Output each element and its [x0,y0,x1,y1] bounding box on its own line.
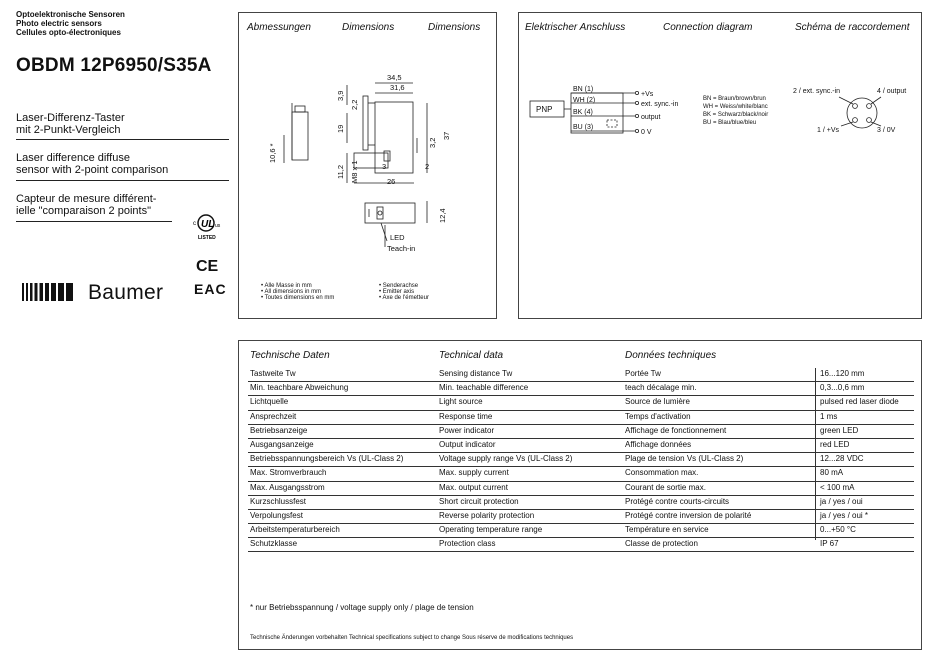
divider [16,180,229,181]
dim-2-2: 2,2 [350,99,359,110]
desc-fr-line-2: ielle "comparaison 2 points" [16,205,151,217]
pnp-label: PNP [536,105,553,114]
legend-bn: BN = Braun/brown/brun [703,96,766,102]
dimensions-title-de: Abmessungen [247,22,311,33]
dim-10-6: 10,6 * [268,143,277,163]
notes-right [379,283,429,301]
dim-11-2: 11,2 [336,164,345,179]
cell-value: ja / yes / oui [820,496,863,506]
cell-value: red LED [820,439,850,449]
cell-value: 12...28 VDC [820,454,864,464]
cell-value: < 100 mA [820,482,855,492]
connection-title-en: Connection diagram [663,22,753,33]
cell-de: Betriebsanzeige [250,425,308,435]
dim-3-9: 3,9 [336,90,345,101]
cell-en: Response time [439,411,493,421]
signal-sync: ext. sync.-in [641,101,679,108]
pin-1: 1 / +Vs [817,127,839,134]
connection-title-fr: Schéma de raccordement [795,22,910,33]
cell-fr: Protégé contre inversion de polarité [625,510,752,520]
note-right-3: • Axe de l'émetteur [379,295,429,301]
cell-de: Betriebsspannungsbereich Vs (UL-Class 2) [250,454,404,464]
cell-value: pulsed red laser diode [820,397,899,407]
ul-c: c [193,221,196,227]
description-de [16,112,125,136]
dim-m8: M8 x 1 [350,160,359,183]
teach-in-label: Teach-in [387,244,416,253]
signal-0v: 0 V [641,129,652,136]
model-number: OBDM 12P6950/S35A [16,55,212,76]
cell-en: Max. output current [439,482,508,492]
category-en: Photo electric sensors [16,19,102,28]
cell-de: Min. teachbare Abweichung [250,383,349,393]
cell-en: Min. teachable difference [439,383,529,393]
note-right-1: • Senderachse [379,283,419,289]
brand-name: Baumer [88,281,164,304]
dim-3: 3 [382,162,387,171]
ul-us: us [215,223,221,229]
cell-value: 16...120 mm [820,369,865,378]
note-left-2: • All dimensions in mm [261,289,322,295]
note-right-2: • Emitter axis [379,289,415,295]
value-column-divider [815,368,816,540]
pin-3: 3 / 0V [877,127,896,134]
cell-de: Kurzschlussfest [250,496,307,506]
wire-bn: BN (1) [573,86,594,93]
tech-title-fr: Données techniques [625,350,717,361]
notes-left [261,283,334,301]
description-fr [16,193,156,217]
description-en [16,152,168,176]
dim-37: 37 [442,131,451,140]
cell-fr: Plage de tension Vs (UL-Class 2) [625,454,744,464]
cell-en: Short circuit protection [439,496,519,506]
dim-2: 2 [425,162,430,171]
cell-en: Reverse polarity protection [439,510,535,520]
dim-3-2: 3,2 [428,137,437,148]
signal-output: output [641,114,661,121]
pin-4: 4 / output [877,88,907,95]
connection-panel [518,12,922,319]
ul-listed-mark [190,213,224,241]
legend-bu: BU = Blau/blue/bleu [703,120,757,126]
eac-mark: EAC [194,281,227,297]
note-left-1: • Alle Masse in mm [261,283,312,289]
table-row [248,538,914,552]
cell-value: 0...+50 °C [820,525,856,535]
connection-title-de: Elektrischer Anschluss [525,22,626,33]
cell-value: green LED [820,425,859,435]
wiring-diagram [519,13,921,173]
dimensions-panel [238,12,497,319]
cell-de: Verpolungsfest [250,510,303,520]
cell-de: Lichtquelle [250,397,289,407]
wire-bk: BK (4) [573,109,593,116]
category-de: Optoelektronische Sensoren [16,10,125,19]
cell-de: Arbeitstemperaturbereich [250,525,340,535]
cell-de: Max. Stromverbrauch [250,468,327,478]
cell-fr: Température en service [625,525,709,535]
cell-de: Schutzklasse [250,539,298,549]
svg-text:UL: UL [201,219,215,230]
cell-fr: Classe de protection [625,539,698,549]
tech-title-de: Technische Daten [250,350,330,361]
cell-fr: Source de lumière [625,397,690,407]
note-left-3: • Toutes dimensions en mm [261,295,335,301]
cell-en: Voltage supply range Vs (UL-Class 2) [439,454,573,464]
cell-fr: Consommation max. [625,468,699,478]
legend-bk: BK = Schwarz/black/noir [703,112,769,118]
dim-12-4: 12,4 [438,208,447,223]
desc-en-line-2: sensor with 2-point comparison [16,164,169,176]
pin-2: 2 / ext. sync.-in [793,88,841,95]
baumer-logo-icon [22,283,78,301]
ul-listed-text: LISTED [198,235,216,241]
ce-mark: CE [196,258,219,275]
cell-en: Power indicator [439,425,495,435]
dimensions-title-fr: Dimensions [428,22,481,33]
cell-fr: Affichage données [625,439,692,449]
dim-19: 19 [336,124,345,133]
desc-de-line-1: Laser-Differenz-Taster [16,112,125,124]
wire-wh: WH (2) [573,97,596,104]
cell-fr: Protégé contre courts-circuits [625,496,730,506]
desc-en-line-1: Laser difference diffuse [16,152,130,164]
footnote: * nur Betriebsspannung / voltage supply only / plage de tension [250,603,474,612]
cell-de: Tastweite Tw [250,369,296,378]
led-label: LED [390,233,405,242]
dim-26: 26 [387,177,396,186]
cell-value: 0,3...0,6 mm [820,383,865,393]
cell-en: Sensing distance Tw [439,369,513,378]
desc-fr-line-1: Capteur de mesure différent- [16,193,157,205]
cell-de: Ansprechzeit [250,411,297,421]
cell-en: Light source [439,397,483,407]
cell-en: Max. supply current [439,468,509,478]
divider [16,139,229,140]
signal-vs: +Vs [641,91,654,98]
cell-de: Ausgangsanzeige [250,439,314,449]
cell-de: Max. Ausgangsstrom [250,482,325,492]
cell-fr: Courant de sortie max. [625,482,706,492]
dim-34-5: 34,5 [387,73,402,82]
cell-value: 1 ms [820,411,838,421]
tech-title-en: Technical data [439,350,504,361]
cell-en: Protection class [439,539,496,549]
disclaimer: Technische Änderungen vorbehalten Technical specifications subject to change Sous réserve de modifications techniques [250,635,574,641]
product-category [16,10,125,37]
cell-value: 80 mA [820,468,844,478]
cell-en: Operating temperature range [439,525,543,535]
cell-fr: teach décalage min. [625,383,697,393]
cell-value: ja / yes / oui * [820,510,869,520]
cell-fr: Portée Tw [625,369,661,378]
legend-wh: WH = Weiss/white/blanc [703,104,768,110]
cell-value: IP 67 [820,539,839,549]
category-fr: Cellules opto-électroniques [16,28,121,37]
divider [16,221,172,222]
wire-bu: BU (3) [573,124,594,131]
dim-31-6: 31,6 [390,83,405,92]
cell-fr: Temps d'activation [625,411,691,421]
cell-fr: Affichage de fonctionnement [625,425,727,435]
desc-de-line-2: mit 2-Punkt-Vergleich [16,124,121,136]
dimension-drawing [239,13,496,318]
dimensions-title-en: Dimensions [342,22,395,33]
cell-en: Output indicator [439,439,496,449]
